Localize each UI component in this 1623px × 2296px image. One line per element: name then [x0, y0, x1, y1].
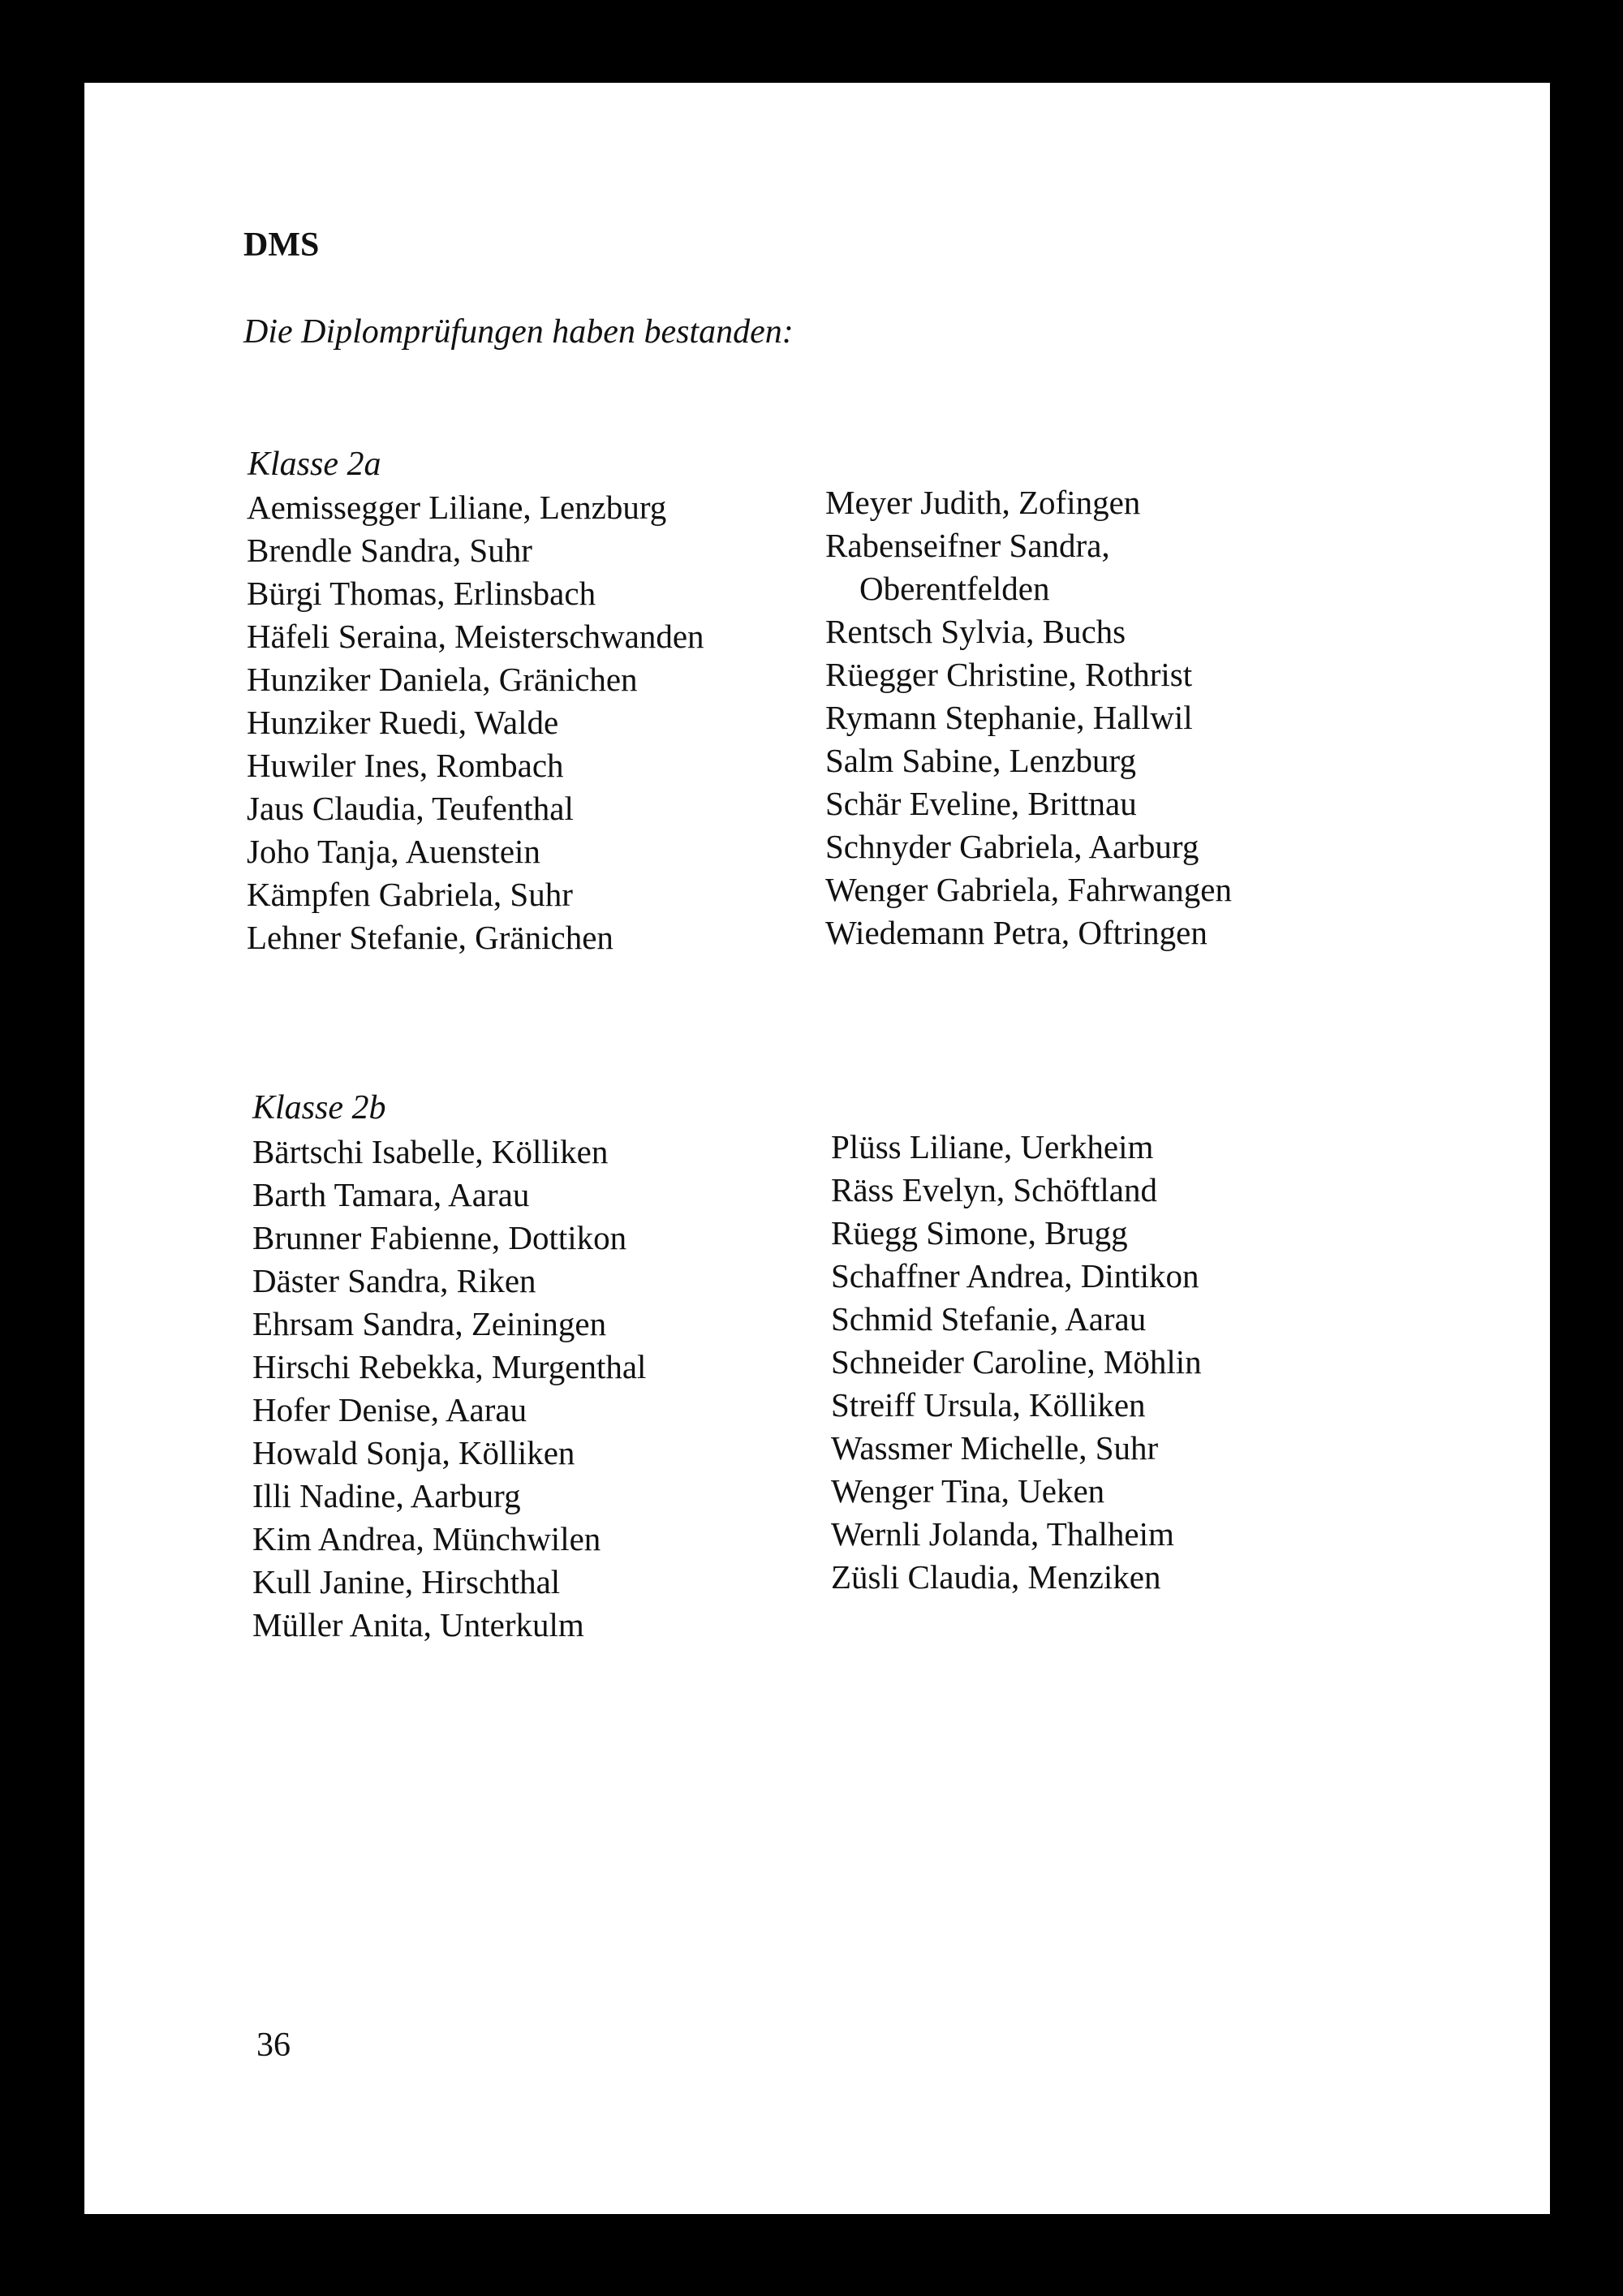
list-item: Wernli Jolanda, Thalheim	[831, 1515, 1174, 1553]
list-item: Streiff Ursula, Kölliken	[831, 1386, 1146, 1424]
list-item: Kull Janine, Hirschthal	[252, 1563, 561, 1600]
list-item-continuation: Oberentfelden	[859, 570, 1050, 607]
list-item: Kim Andrea, Münchwilen	[252, 1520, 601, 1557]
class-label-2b: Klasse 2b	[252, 1089, 386, 1126]
list-item: Ehrsam Sandra, Zeiningen	[252, 1305, 607, 1342]
list-item: Rüegg Simone, Brugg	[831, 1214, 1128, 1251]
list-item: Howald Sonja, Kölliken	[252, 1434, 575, 1471]
class-2b-right-column	[831, 1126, 1202, 1599]
list-item: Bürgi Thomas, Erlinsbach	[247, 575, 596, 612]
list-item: Illi Nadine, Aarburg	[252, 1477, 521, 1514]
list-item: Lehner Stefanie, Gränichen	[247, 919, 613, 956]
list-item: Brunner Fabienne, Dottikon	[252, 1219, 627, 1256]
class-label-2a: Klasse 2a	[248, 446, 381, 483]
list-item: Brendle Sandra, Suhr	[247, 532, 532, 569]
class-2a-left-column	[247, 486, 704, 959]
list-item: Schnyder Gabriela, Aarburg	[825, 828, 1199, 865]
list-item: Züsli Claudia, Menziken	[831, 1558, 1161, 1596]
list-item: Salm Sabine, Lenzburg	[825, 742, 1136, 779]
list-item: Schaffner Andrea, Dintikon	[831, 1257, 1199, 1294]
list-item: Hunziker Daniela, Gränichen	[247, 661, 638, 698]
list-item: Däster Sandra, Riken	[252, 1262, 536, 1299]
list-item: Wiedemann Petra, Oftringen	[825, 914, 1208, 951]
section-heading: DMS	[243, 226, 320, 264]
list-item: Kämpfen Gabriela, Suhr	[247, 876, 573, 913]
list-item: Rymann Stephanie, Hallwil	[825, 699, 1193, 736]
list-item: Häfeli Seraina, Meisterschwanden	[247, 618, 704, 655]
list-item: Hofer Denise, Aarau	[252, 1391, 527, 1428]
list-item: Hunziker Ruedi, Walde	[247, 704, 559, 741]
list-item: Barth Tamara, Aarau	[252, 1176, 530, 1213]
section-subtitle: Die Diplomprüfungen haben bestanden:	[243, 313, 794, 351]
list-item: Jaus Claudia, Teufenthal	[247, 790, 574, 827]
list-item: Räss Evelyn, Schöftland	[831, 1171, 1157, 1208]
list-item: Hirschi Rebekka, Murgenthal	[252, 1348, 647, 1385]
list-item: Wenger Gabriela, Fahrwangen	[825, 871, 1233, 908]
list-item: Joho Tanja, Auenstein	[247, 833, 540, 870]
list-item: Huwiler Ines, Rombach	[247, 747, 564, 784]
list-item: Rüegger Christine, Rothrist	[825, 656, 1193, 693]
class-2a-right-column	[825, 481, 1232, 954]
list-item: Rabenseifner Sandra,	[825, 527, 1110, 564]
list-item: Rentsch Sylvia, Buchs	[825, 613, 1126, 650]
page-number: 36	[256, 2027, 291, 2064]
list-item: Schär Eveline, Brittnau	[825, 785, 1137, 822]
list-item: Meyer Judith, Zofingen	[825, 484, 1141, 521]
list-item: Schmid Stefanie, Aarau	[831, 1300, 1147, 1338]
list-item: Aemissegger Liliane, Lenzburg	[247, 489, 667, 526]
list-item: Bärtschi Isabelle, Kölliken	[252, 1133, 609, 1170]
list-item: Plüss Liliane, Uerkheim	[831, 1128, 1154, 1165]
list-item: Wenger Tina, Ueken	[831, 1472, 1105, 1510]
list-item: Müller Anita, Unterkulm	[252, 1606, 584, 1643]
list-item: Wassmer Michelle, Suhr	[831, 1429, 1159, 1467]
list-item: Schneider Caroline, Möhlin	[831, 1343, 1202, 1381]
class-2b-left-column	[252, 1131, 646, 1647]
